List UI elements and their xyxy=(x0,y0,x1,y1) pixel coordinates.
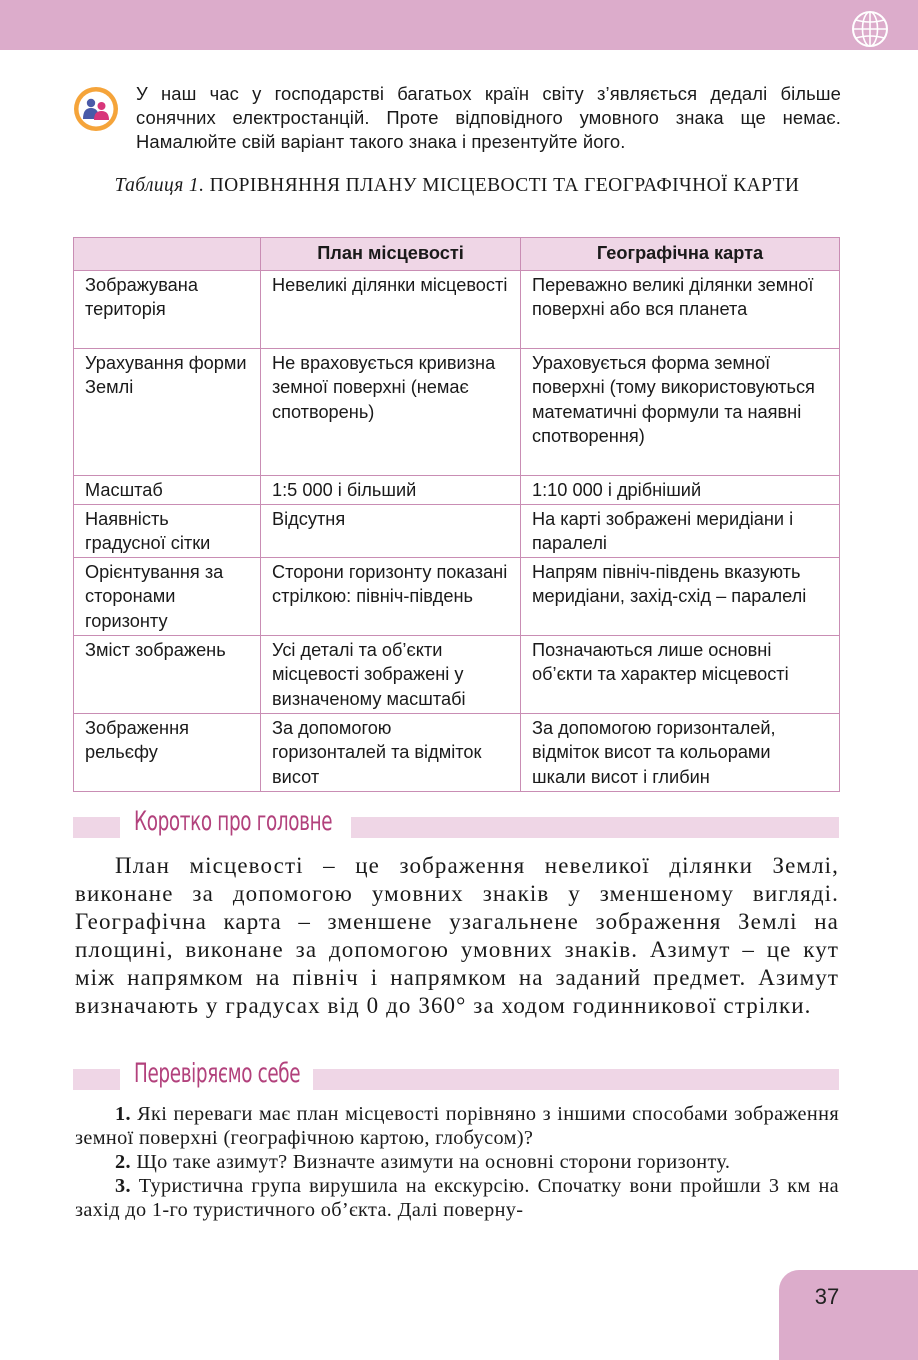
table-cell: Відсутня xyxy=(261,505,521,558)
table-row xyxy=(74,558,840,636)
check-heading-text: Перевіряємо себе xyxy=(134,1058,301,1089)
table-cell: Невеликі ділянки місцевості xyxy=(261,271,521,349)
table-cell: Переважно великі ділянки земної поверхні або вся планета xyxy=(521,271,840,349)
heading-bar-right xyxy=(351,817,839,838)
table-cell: Напрям північ-південь вказують меридіани, захід-схід – паралелі xyxy=(521,558,840,636)
question-number: 2. xyxy=(115,1151,131,1173)
table-header-cell xyxy=(74,238,261,271)
page-number-tab xyxy=(779,1270,918,1360)
table-row xyxy=(74,505,840,558)
summary-section-heading xyxy=(73,808,839,846)
table-cell: Усі деталі та об’єкти місцевості зображені у визначеному масштабі xyxy=(261,636,521,714)
table-cell: Орієнтування за сторонами горизонту xyxy=(74,558,261,636)
table-cell: Сторони горизонту показані стрілкою: північ-південь xyxy=(261,558,521,636)
table-caption-prefix: Таблиця 1. xyxy=(114,175,205,196)
question-text: Туристична група вирушила на екскурсію. Спочатку вони пройшли 3 км на захід до 1-го туристичного об’єкта. Далі поверну- xyxy=(75,1175,839,1221)
table-row xyxy=(74,349,840,476)
table-row xyxy=(74,271,840,349)
table-header-cell: План місцевості xyxy=(261,238,521,271)
question-text: Які переваги має план місцевості порівняно з іншими способами зображення земної поверхні (географічною картою, глобусом)? xyxy=(75,1103,839,1149)
table-header-row xyxy=(74,238,840,271)
question-number: 1. xyxy=(115,1103,131,1125)
globe-icon xyxy=(850,9,890,49)
heading-bar-right xyxy=(313,1069,839,1090)
table-cell: На карті зображені меридіани і паралелі xyxy=(521,505,840,558)
table-cell: Зображення рельєфу xyxy=(74,714,261,792)
table-cell: Позначаються лише основні об’єкти та характер місцевості xyxy=(521,636,840,714)
question-item xyxy=(75,1174,839,1222)
table-row xyxy=(74,636,840,714)
table-cell: Зміст зображень xyxy=(74,636,261,714)
check-section-heading xyxy=(73,1060,839,1098)
table-caption-title: ПОРІВНЯННЯ ПЛАНУ МІСЦЕВОСТІ ТА ГЕОГРАФІЧНОЇ КАРТИ xyxy=(209,175,800,196)
summary-text: План місцевості – це зображення невеликої ділянки Землі, виконане за допомогою умовних знаків у зменшеному вигляді. Географічна карта – зменшене узагальнене зображення Землі на площині, виконане за допомогою умовних знаків. Азимут – це кут між напрямком на північ і напрямком на заданий предмет. Азимут визначають у градусах від 0 до 360° за ходом годинникової стрілки. xyxy=(75,853,839,1018)
table-cell: Не враховується кривизна земної поверхні (немає спотворень) xyxy=(261,349,521,476)
intro-task-text: У наш час у господарстві багатьох країн світу з’являється дедалі більше сонячних електростанцій. Проте відповідного умовного знака ще немає. Намалюйте свій варіант такого знака і презентуйте його. xyxy=(136,83,841,152)
question-item xyxy=(75,1150,839,1174)
question-item xyxy=(75,1102,839,1150)
table-row xyxy=(74,476,840,505)
question-text: Що таке азимут? Визначте азимути на основні сторони горизонту. xyxy=(136,1151,731,1173)
table-cell: Наявність градусної сітки xyxy=(74,505,261,558)
table-cell: Урахування форми Землі xyxy=(74,349,261,476)
table-cell: Ураховується форма земної поверхні (тому використовуються математичні формули та наявні спотворення) xyxy=(521,349,840,476)
questions-list xyxy=(75,1102,839,1222)
heading-bar-left xyxy=(73,1069,120,1090)
heading-bar-left xyxy=(73,817,120,838)
comparison-table xyxy=(73,237,840,792)
table-cell: 1:10 000 і дрібніший xyxy=(521,476,840,505)
summary-paragraph xyxy=(75,852,839,1020)
question-number: 3. xyxy=(115,1175,131,1197)
top-header-bar xyxy=(0,0,918,50)
table-caption xyxy=(75,173,839,198)
table-cell: Зображувана територія xyxy=(74,271,261,349)
table-header-cell: Географічна карта xyxy=(521,238,840,271)
group-task-icon xyxy=(73,86,119,132)
table-cell: 1:5 000 і більший xyxy=(261,476,521,505)
table-row xyxy=(74,714,840,792)
summary-heading-text: Коротко про головне xyxy=(134,806,333,837)
page-number: 37 xyxy=(814,1284,840,1309)
table-cell: Масштаб xyxy=(74,476,261,505)
table-cell: За допомогою горизонталей, відміток висот та кольорами шкали висот і глибин xyxy=(521,714,840,792)
table-cell: За допомогою горизонталей та відміток висот xyxy=(261,714,521,792)
